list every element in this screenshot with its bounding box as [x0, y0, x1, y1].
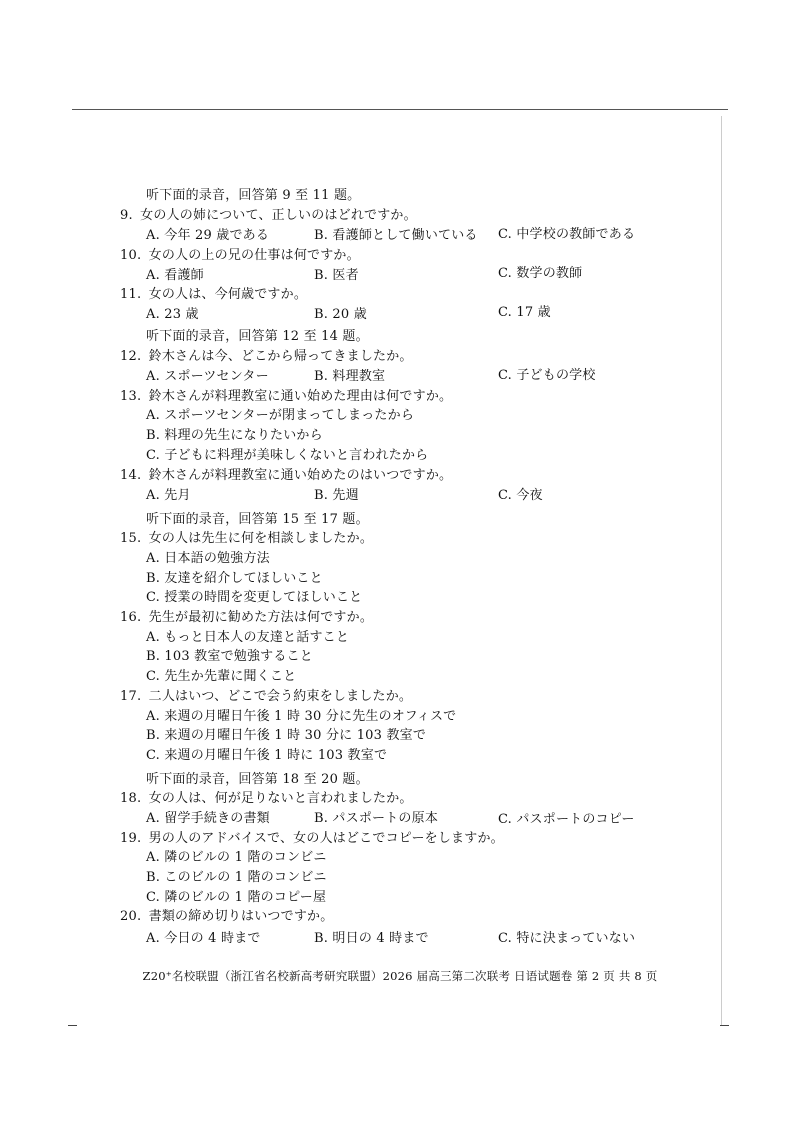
option-a: A. 留学手続きの書類 — [146, 811, 270, 826]
question-text: 女の人は先生に何を相談しましたか。 — [148, 531, 374, 546]
option-c: C. 先生か先輩に聞くこと — [146, 669, 297, 684]
question-10 — [120, 246, 360, 265]
option-b: B. 看護師として働いている — [314, 228, 478, 243]
question-text: 鈴木さんが料理教室に通い始めたのはいつですか。 — [148, 468, 453, 483]
question-number: 15. — [120, 531, 142, 546]
question-20 — [120, 907, 333, 926]
question-number: 11. — [120, 287, 142, 302]
option-c: C. 授業の時間を変更してほしいこと — [146, 590, 363, 605]
section-instruction: 听下面的录音，回答第 15 至 17 题。 — [146, 512, 369, 527]
question-text: 女の人は、今何歳ですか。 — [148, 287, 308, 302]
question-15 — [120, 529, 373, 548]
question-12 — [120, 347, 413, 366]
option-a: A. 来週の月曜日午後 1 時 30 分に先生のオフィスで — [146, 709, 457, 724]
question-16 — [120, 608, 373, 627]
option-b: B. 来週の月曜日午後 1 時 30 分に 103 教室で — [146, 728, 427, 743]
option-b: B. 103 教室で勉強すること — [146, 649, 313, 664]
question-11 — [120, 285, 307, 304]
question-text: 二人はいつ、どこで会う約束をしましたか。 — [148, 689, 413, 704]
question-number: 17. — [120, 689, 142, 704]
option-a: A. 23 歳 — [146, 307, 199, 322]
question-9 — [120, 206, 417, 225]
question-number: 14. — [120, 468, 142, 483]
option-c: C. 子どもに料理が美味しくないと言われたから — [146, 448, 429, 463]
option-b: B. 料理教室 — [314, 369, 386, 384]
option-b: B. 先週 — [314, 488, 359, 503]
option-a: A. 看護師 — [146, 268, 204, 283]
option-b: B. 友達を紹介してほしいこと — [146, 571, 323, 586]
question-19 — [120, 829, 504, 848]
question-text: 先生が最初に勧めた方法は何ですか。 — [148, 610, 374, 625]
question-number: 16. — [120, 610, 142, 625]
option-b: B. 明日の 4 時まで — [314, 931, 429, 946]
section-instruction: 听下面的录音，回答第 9 至 11 题。 — [146, 188, 361, 203]
question-number: 20. — [120, 909, 142, 924]
question-text: 女の人は、何が足りないと言われましたか。 — [148, 791, 413, 806]
question-14 — [120, 466, 452, 485]
option-c: C. 17 歳 — [498, 305, 551, 320]
question-number: 18. — [120, 791, 142, 806]
section-instruction: 听下面的录音，回答第 12 至 14 题。 — [146, 329, 369, 344]
option-c: C. 特に決まっていない — [498, 931, 636, 946]
option-c: C. 今夜 — [498, 488, 543, 503]
option-a: A. スポーツセンターが閉まってしまったから — [146, 408, 415, 423]
option-c: C. 数学の教師 — [498, 266, 583, 281]
page-footer: Z20⁺名校联盟（浙江省名校新高考研究联盟）2026 届高三第二次联考 日语试题卷 第 2 页 共 8 页 — [142, 969, 658, 983]
option-a: A. 今日の 4 時まで — [146, 931, 261, 946]
question-text: 女の人の上の兄の仕事は何ですか。 — [148, 248, 360, 263]
question-18 — [120, 789, 413, 808]
option-a: A. スポーツセンター — [146, 369, 269, 384]
question-text: 女の人の姉について、正しいのはどれですか。 — [140, 208, 417, 223]
question-number: 10. — [120, 248, 142, 263]
option-b: B. このビルの 1 階のコンビニ — [146, 870, 327, 885]
question-17 — [120, 687, 412, 706]
option-a: A. 今年 29 歳である — [146, 228, 270, 243]
question-number: 19. — [120, 831, 142, 846]
question-number: 13. — [120, 389, 142, 404]
option-a: A. 隣のビルの 1 階のコンビニ — [146, 850, 327, 865]
question-text: 鈴木さんは今、どこから帰ってきましたか。 — [148, 349, 413, 364]
question-text: 書類の締め切りはいつですか。 — [148, 909, 334, 924]
section-instruction: 听下面的录音，回答第 18 至 20 题。 — [146, 772, 369, 787]
option-b: B. 医者 — [314, 268, 359, 283]
option-c: C. 来週の月曜日午後 1 時に 103 教室で — [146, 748, 388, 763]
option-b: B. パスポートの原本 — [314, 811, 439, 826]
option-a: A. 先月 — [146, 488, 191, 503]
question-13 — [120, 387, 452, 406]
option-b: B. 料理の先生になりたいから — [146, 428, 323, 443]
question-number: 12. — [120, 349, 142, 364]
option-b: B. 20 歳 — [314, 307, 367, 322]
option-c: C. 子どもの学校 — [498, 368, 596, 383]
option-a: A. 日本語の勉強方法 — [146, 551, 270, 566]
option-c: C. パスポートのコピー — [498, 812, 635, 827]
question-text: 男の人のアドバイスで、女の人はどこでコピーをしますか。 — [148, 831, 504, 846]
option-a: A. もっと日本人の友達と話すこと — [146, 630, 350, 645]
option-c: C. 中学校の教師である — [498, 227, 636, 242]
option-c: C. 隣のビルの 1 階のコピー屋 — [146, 890, 327, 905]
question-number: 9. — [120, 208, 133, 223]
question-text: 鈴木さんが料理教室に通い始めた理由は何ですか。 — [148, 389, 453, 404]
